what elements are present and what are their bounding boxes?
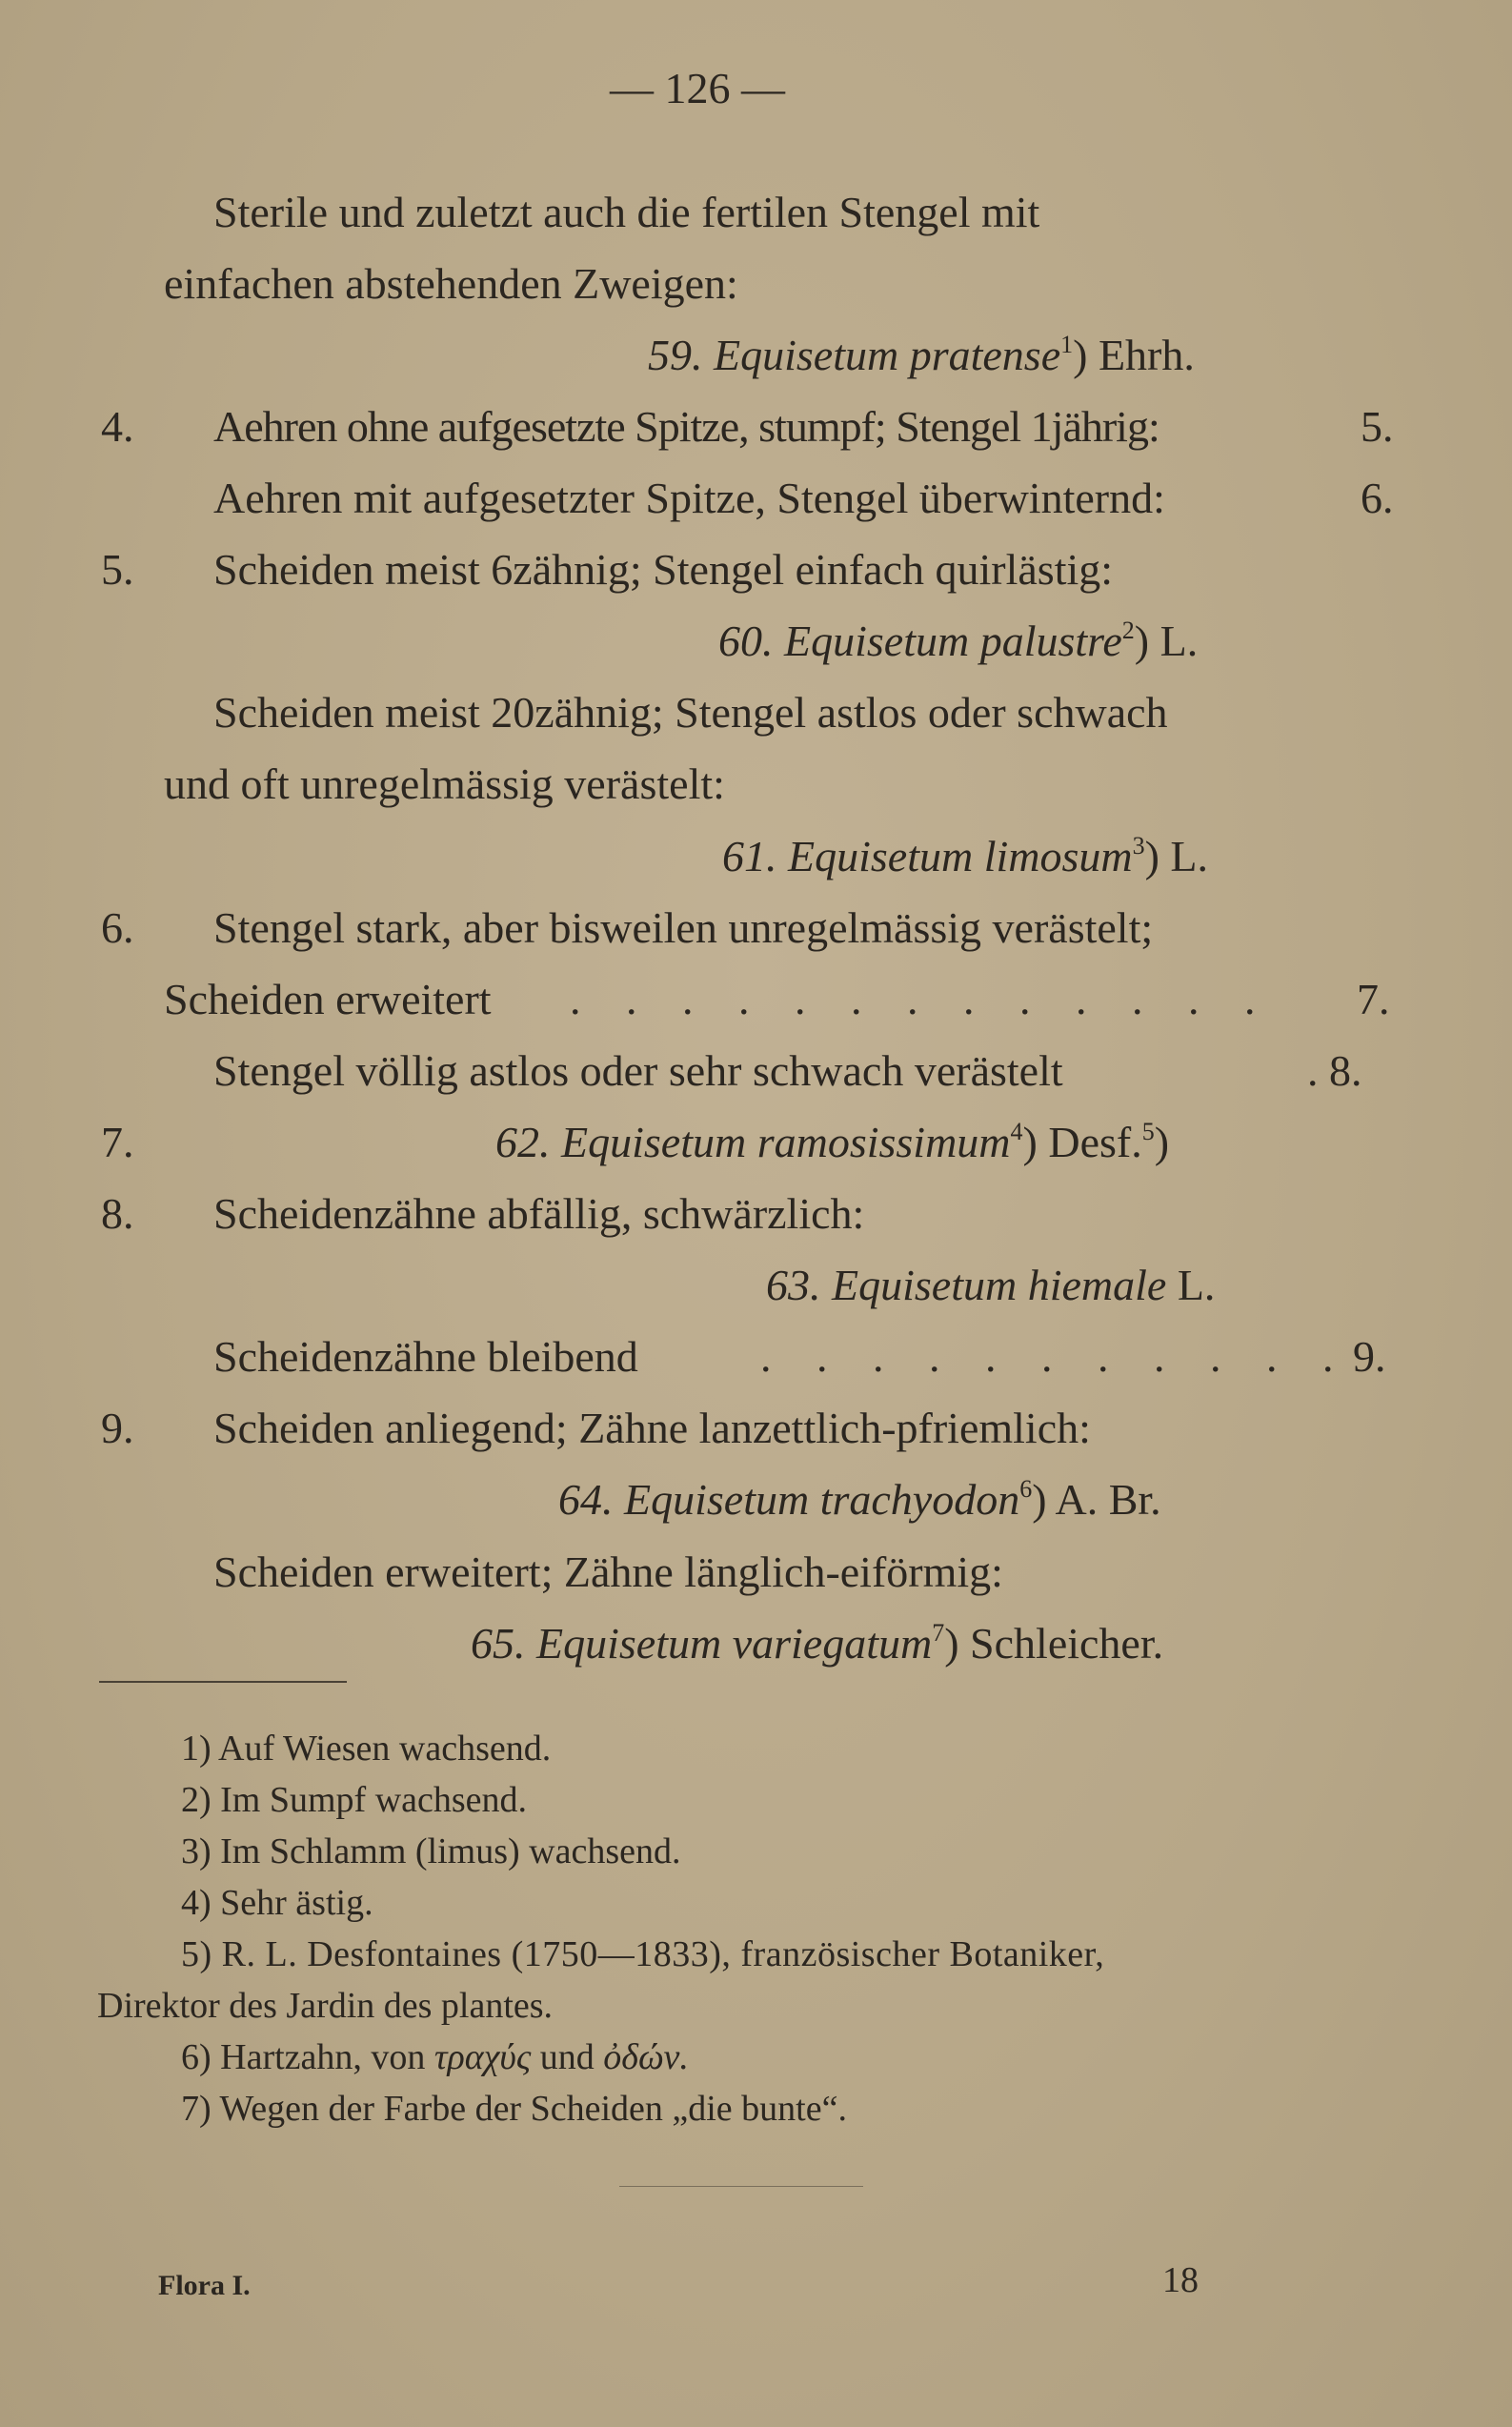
signature-mark: Flora I. <box>158 2270 251 2301</box>
species-name: Equisetum pratense <box>714 331 1061 379</box>
key-line: Stengel stark, aber bisweilen unregelmässig verästelt; <box>213 903 1154 952</box>
species-number: 61. <box>722 832 777 880</box>
species-number: 62. <box>495 1118 551 1166</box>
footnote-6 <box>181 2039 689 2075</box>
key-line: Stengel völlig astlos oder sehr schwach verästelt <box>213 1046 1063 1095</box>
key-line: Scheiden meist 6zähnig; Stengel einfach quirlästig: <box>213 545 1114 594</box>
footnote-ref: 7 <box>932 1619 945 1647</box>
footnote-2: 2) Im Sumpf wachsend. <box>181 1780 528 1820</box>
footnote-7: 7) Wegen der Farbe der Scheiden „die bunte“. <box>181 2089 847 2129</box>
species-number: 59. <box>648 331 703 379</box>
species-name: Equisetum variegatum <box>536 1619 933 1668</box>
key-line: Sterile und zuletzt auch die fertilen Stengel mit <box>213 188 1040 236</box>
couplet-number: 5. <box>101 545 134 594</box>
key-line: einfachen abstehenden Zweigen: <box>164 259 738 308</box>
couplet-number: 9. <box>101 1404 134 1452</box>
footnote-ref: 6 <box>1019 1475 1033 1503</box>
footnote-1: 1) Auf Wiesen wachsend. <box>181 1729 552 1769</box>
goto-number: . 8. <box>1307 1046 1362 1095</box>
species-name: Equisetum limosum <box>788 832 1133 880</box>
key-line: Scheiden erweitert; Zähne länglich-eiförmig: <box>213 1547 1003 1596</box>
couplet-number: 4. <box>101 402 134 451</box>
footnote-text: und <box>539 2037 595 2077</box>
key-line: Scheiden anliegend; Zähne lanzettlich-pfriemlich: <box>213 1404 1091 1452</box>
species-number: 65. <box>471 1619 526 1668</box>
footnote-3: 3) Im Schlamm (limus) wachsend. <box>181 1831 681 1871</box>
species-59 <box>648 331 1195 379</box>
species-author: ) Desf. <box>1022 1118 1142 1166</box>
closing-paren: ) <box>1154 1118 1170 1166</box>
species-number: 60. <box>718 617 774 665</box>
species-number: 64. <box>558 1475 614 1524</box>
footnote-divider <box>99 1681 347 1683</box>
footnote-5: 5) R. L. Desfontaines (1750—1833), französischer Botaniker, <box>181 1934 1105 1974</box>
key-line: Scheidenzähne abfällig, schwärzlich: <box>213 1189 865 1238</box>
couplet-number: 8. <box>101 1189 134 1238</box>
key-line: und oft unregelmässig verästelt: <box>164 759 725 808</box>
bottom-divider <box>619 2186 863 2187</box>
couplet-number: 7. <box>101 1118 134 1166</box>
species-62 <box>495 1118 1170 1166</box>
species-64 <box>558 1475 1161 1524</box>
species-60 <box>718 619 1198 663</box>
footnote-ref: 3 <box>1132 832 1145 860</box>
goto-number: 9. <box>1353 1332 1386 1381</box>
species-61 <box>722 832 1209 880</box>
footnote-ref: 5 <box>1141 1118 1155 1145</box>
key-line: Scheidenzähne bleibend <box>213 1332 638 1381</box>
key-line: Aehren mit aufgesetzter Spitze, Stengel überwinternd: <box>213 474 1165 522</box>
greek-word: τραχύς <box>433 2037 532 2077</box>
species-author: ) Ehrh. <box>1073 331 1195 379</box>
species-author: L. <box>1177 1261 1216 1309</box>
sheet-number: 18 <box>1162 2260 1199 2300</box>
key-line: Scheiden erweitert <box>164 975 492 1023</box>
leader-dots: . . . . . . . . . . . <box>760 1332 1351 1381</box>
species-63 <box>766 1261 1216 1309</box>
page-number-header: — 126 — <box>610 64 785 112</box>
species-name: Equisetum palustre <box>784 617 1122 665</box>
footnote-ref: 4 <box>1010 1118 1023 1145</box>
footnote-4: 4) Sehr ästig. <box>181 1883 373 1923</box>
leader-dots: . . . . . . . . . . . . . <box>570 975 1273 1023</box>
key-line: Scheiden meist 20zähnig; Stengel astlos oder schwach <box>213 688 1168 737</box>
footnote-text: 6) Hartzahn, von <box>181 2037 426 2077</box>
key-line: Aehren ohne aufgesetzte Spitze, stumpf; Stengel 1jährig: <box>213 402 1159 451</box>
species-name: Equisetum trachyodon <box>624 1475 1020 1524</box>
species-author: ) A. Br. <box>1032 1475 1161 1524</box>
species-name: Equisetum ramosissimum <box>561 1118 1011 1166</box>
couplet-number: 6. <box>101 903 134 952</box>
goto-number: 5. <box>1361 402 1394 451</box>
species-name: Equisetum hiemale <box>832 1261 1167 1309</box>
species-author: ) L. <box>1134 617 1199 665</box>
species-number: 63. <box>766 1261 821 1309</box>
greek-word: ὀδών. <box>603 2037 689 2077</box>
species-author: ) L. <box>1144 832 1209 880</box>
species-author: ) Schleicher. <box>944 1619 1164 1668</box>
footnote-ref: 2 <box>1121 617 1135 644</box>
footnote-ref: 1 <box>1060 331 1074 358</box>
goto-number: 6. <box>1361 474 1394 522</box>
footnote-5-continued: Direktor des Jardin des plantes. <box>97 1986 554 2026</box>
species-65 <box>471 1619 1164 1668</box>
goto-number: 7. <box>1357 975 1390 1023</box>
